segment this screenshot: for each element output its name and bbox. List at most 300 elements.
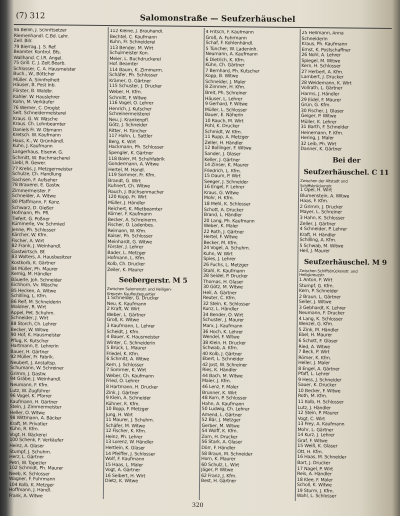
directory-entry: Ott, H. Kfm. [297, 449, 323, 456]
directory-entry: Neeb, K. Schlosser [9, 471, 50, 478]
section-note: Zwischen Schiffsbrückenstr. und [299, 267, 358, 274]
directory-entry: Zeiler, K. Maurer [107, 267, 144, 273]
directory-entry: Schilling, L. Kfm. [10, 294, 48, 300]
directory-entry: Römer, K. Kfm. [298, 355, 332, 361]
directory-entry: Körner, F. Kaufmann [107, 212, 152, 218]
directory-entry: Gondermann, A. Witwe [108, 162, 159, 168]
directory-entry: Pfaff, L. Lehrer [298, 372, 330, 378]
directory-entry: Waldner, R. Wirt [10, 305, 47, 311]
directory-entry: Herz, L. Gärtner [9, 455, 45, 461]
directory-entry: 31 Barth, F. Schneider [300, 125, 349, 131]
directory-entry: Bader, L. Metzger [107, 250, 146, 257]
directory-entry: 16 Seibert, H. Wirt [105, 473, 146, 480]
directory-entry: 50 Ludwig, Ch. Lehrer [201, 407, 250, 413]
directory-entry: Blumenstein, A. Witwe [300, 193, 350, 200]
directory-entry: 13 Frey, A. Kaufmann [297, 422, 345, 428]
directory-entry: 10 Bopp, F. Metzger [105, 407, 149, 413]
directory-entry: 75 Grill. C. J. Zeit.Bearb. [13, 61, 66, 67]
directory-entry: 77 Krebs, J. Metzgermeister [12, 166, 73, 173]
directory-entry: 102 Schmidt, Ph. Maurer [9, 466, 64, 472]
directory-entry: 8 Zimmer, H. Kfm. [205, 85, 246, 91]
directory-entry: Schaf, F. Kohlenhändl. [205, 41, 254, 47]
directory-entry: 100 Schenk, F. Verkäufer [9, 438, 64, 445]
directory-entry: Schneider, A. Witwe [11, 194, 56, 200]
directory-entry: 12 Fischer, K. Kfm. [105, 429, 147, 435]
section-note: Kreuzstr. Kaufleutequartier [106, 290, 156, 297]
directory-entry: 1 Schneider, G. Drucker [106, 296, 159, 302]
directory-entry: 42 Jost, W. Schreiner [202, 362, 248, 369]
directory-entry: 115 Schuster, J. Drucker [109, 84, 162, 91]
directory-entry: Beamter. Kontrol. Bfs. [13, 50, 61, 56]
directory-page [9, 8, 394, 512]
directory-entry: Heinz, A. Glaser [9, 443, 45, 450]
directory-entry: 56 Stark, A. Glaser [201, 440, 243, 446]
directory-entry: Häuser, B. Post Inb. [13, 83, 56, 89]
directory-entry: 4 Bauer, K. Hausmeister [106, 335, 160, 341]
directory-entry: Schneider, J. Wirt [10, 316, 49, 322]
directory-entry: Müller, K. Lehrer [300, 119, 337, 126]
directory-entry: 7 Beck, P. Wirt [298, 350, 330, 356]
directory-entry: Reimann, W. Kfm. [107, 228, 147, 235]
directory-entry: Kühn, R. Kfm. [9, 427, 39, 433]
directory-entry: Kuhn, Fr. Schneiderei [109, 40, 156, 46]
directory-entry: Dörr, F. Händler [201, 446, 236, 452]
directory-entry: Bauer, E. Näherin [204, 113, 244, 119]
directory-entry: 2 Grimm, J. Drucker [299, 204, 343, 211]
directory-entry: 98 Wittmann, A. Bäcker [9, 416, 62, 422]
directory-entry: 118 Baier, M. Schuhfabrik [108, 156, 165, 163]
directory-entry: Sander, J. Glaser [204, 152, 241, 158]
directory-entry: 3 Hahn, K. Schlosser [299, 215, 345, 222]
directory-entry: 62 Franz, J. Kfm. [201, 473, 237, 480]
directory-entry: Vogt, C. Wirt [297, 416, 325, 422]
directory-entry: Vogt, A. Gärtner [105, 468, 141, 474]
directory-entry: 12 Stein, P. Maurer [297, 411, 339, 417]
directory-entry: Kolb, Ch. Drucker [107, 261, 146, 268]
directory-entry: Schlosser, C. A. Hausmeister [13, 66, 76, 73]
directory-entry: Neu, K. Kaufmann [106, 301, 147, 308]
directory-entry: 15 Weiß, K. Glaser [297, 444, 338, 450]
directory-entry: 96 Vogel, K. Pfarrer [9, 394, 52, 400]
directory-entry: Wendel, F. Witwe [202, 335, 240, 341]
directory-entry: Schmitt, F. Witwe [109, 95, 147, 101]
directory-entry: Lutz, J. Händler [297, 405, 331, 411]
directory-entry: Ernst, K. Postschaffner [301, 47, 351, 54]
directory-entry: 7 Bernhard, Ph. Kutscher [205, 68, 260, 75]
directory-entry: Kümmerle, Vw. Schmied [11, 222, 65, 228]
directory-entry: Pflug, K. Kutscher [10, 338, 49, 345]
directory-entry: 28 Weidemann, K. Wirt [301, 80, 352, 87]
directory-entry: 3 Gebhardt, K. Lehrer [298, 305, 346, 312]
directory-entry: Neumann, F. Kfm. [10, 382, 49, 389]
directory-entry: 26 Nohl, A. Lehrer [301, 53, 341, 59]
directory-entry: Groß, A. Fuhrmann [205, 35, 247, 41]
directory-entry: Kern, P. Schneider [299, 289, 339, 295]
directory-entry: 5 Zink, M. Händler [298, 327, 339, 334]
directory-entry: Stein, J. Zimmermeister [9, 405, 62, 411]
directory-entry: Dietz, K. Witwe [105, 479, 139, 485]
directory-entry: Kraft, M. Privatier [9, 421, 48, 428]
directory-entry: 117 Hahn, L. Sattler [108, 134, 153, 140]
section-heading: Seufzerhäuschel. M 9 [303, 256, 387, 267]
directory-entry: Neu, J. Krankenpfl. [108, 117, 150, 124]
directory-entry: 27 Herbert, A. Kfm. [301, 69, 344, 76]
directory-entry: 36 Hoch, K. Lehrer [202, 329, 244, 335]
directory-entry: Zell. Bilr. [13, 39, 33, 45]
column-3 [201, 30, 298, 501]
directory-entry: 5 Tüncher, W. Ladeninh. [205, 46, 258, 53]
directory-entry: 12 Bollinger, F. Witwe [204, 146, 252, 152]
directory-entry: Graf, F. Witwe [297, 438, 328, 445]
directory-entry: Gastwirtsch. Bf. [11, 249, 46, 256]
directory-entry: 30 Götz, M. Witwe [203, 285, 243, 291]
directory-entry: 58 Braun, M. Schneider [201, 451, 253, 458]
directory-entry: Kaiser, Ph. Schlosser [107, 234, 153, 240]
directory-entry: 4 Schneider, P. Lehrer [299, 227, 348, 233]
directory-entry: Seiler, J. Witwe [298, 300, 332, 306]
directory-entry: Müller, J. Händler [107, 200, 146, 207]
directory-entry: Fried, O. Lehrer [106, 379, 140, 385]
directory-entry: 16 Haas, M. Schneider [297, 455, 347, 461]
directory-entry: Kohn, M. Verkäufer [12, 100, 55, 106]
directory-entry: 52 Bär, J. Metzger [201, 418, 241, 424]
directory-entry: Becker, M. Kfm. [203, 240, 238, 247]
directory-entry: Reis, A. Händler [297, 472, 332, 478]
directory-entry: Ritter, H. Tüncher [108, 128, 147, 135]
directory-entry: Heinz, Ph. Lehrer [105, 434, 143, 441]
directory-entry: 9a Bellin, J. Schriftsetzer [13, 27, 67, 34]
directory-entry: Hahn, A. Kaufmann [201, 401, 245, 408]
directory-entry: 2 Braun, L. Gärtner [298, 294, 341, 301]
directory-entry: 46 Lenz, F. Maler [202, 384, 239, 391]
directory-entry: 14 Pfeiffer, J. Schlosser [105, 451, 156, 458]
directory-entry: Langerhaus, Eisenw. G. [12, 150, 64, 156]
directory-entry: 26 Fuchs, L. Metzger [203, 262, 249, 269]
directory-entry: Maier, J. Kfm. [202, 379, 231, 385]
directory-entry: Schwab, A. Kfm. [202, 346, 238, 352]
directory-entry: 30 Fischer, J. Glaser [300, 108, 344, 115]
directory-entry: 84 Müller, Ph. Maurer [11, 266, 58, 272]
directory-entry: Mohr, L. Gärtner [297, 427, 334, 434]
directory-entry: Hackmann, Ph. Schlosser [108, 145, 164, 152]
directory-entry: Kahler. W. Hauslehrer [13, 94, 60, 101]
directory-entry: Neumann, A. Kaufmann [205, 52, 258, 58]
directory-entry: Reichert, K. Mietbeamter [107, 206, 163, 213]
directory-entry: Vollrath, L. Gärtner [301, 86, 343, 92]
directory-entry: 10 Becker, F. Witwe [297, 388, 341, 395]
directory-entry: 92 Müller, Fr. Fabrik. [10, 355, 55, 361]
directory-entry: Breit, Ph. Schreiner [205, 91, 247, 97]
directory-entry: Fischer, A. Wirt [11, 238, 45, 245]
directory-entry: Wolf, F. Kaufmann [105, 457, 145, 463]
directory-entry: Jäger, P. Witwe [201, 468, 234, 474]
section-note: Zwischen Salomonstr. und Heiligen- [107, 286, 172, 292]
directory-entry: Stumpf, J. Schuhm. [9, 449, 52, 455]
directory-entry: Mohr, H. Kfm. [203, 196, 234, 202]
directory-entry: Götz, J. Schneider [108, 123, 148, 129]
directory-entry: 11 Maurer, J. Schuhm. [105, 418, 154, 424]
directory-entry: 80 Pfaffmann, F. Kanz. [11, 199, 61, 206]
directory-entry: Kopp, B. Witwe [205, 74, 239, 80]
directory-entry: Kuhnert, Ch. Witwe [108, 184, 151, 190]
directory-entry: 14 Kurz, J. Lehrer [297, 433, 335, 439]
section-heading: Bei der [332, 155, 361, 165]
directory-entry: Thomas, H. Glaser [203, 279, 244, 286]
directory-entry: Amend, L. Gärtner [201, 412, 243, 419]
directory-entry: 25 Hellmann, Anna [301, 31, 344, 37]
directory-entry: Marx, J. Kaufmann [202, 323, 243, 330]
directory-entry: Heller, O. Witwe [9, 410, 45, 417]
directory-entry: Grimm, J. Gastw. [10, 371, 47, 378]
directory-entry: 10 Rauch, M. Wirt [204, 118, 244, 125]
directory-entry: 1 Anton, F. Wirt [299, 277, 333, 284]
directory-entry: Schmitt, W. Buchmacherei [12, 155, 70, 162]
directory-entry: 48 Korn, P. Schlosser [201, 396, 247, 402]
directory-entry: 78 Brauerei, E. Gastw. [12, 183, 61, 189]
directory-entry: Grün, G. Kfm. [300, 103, 331, 109]
directory-entry: Kühn, Ch. Gärtner [205, 63, 245, 69]
directory-entry: 79 Bierrag. J. S. Ref. [13, 44, 57, 51]
directory-entry: Lambert, J. Drucker [301, 75, 344, 81]
directory-entry: Jenne, Ph. Schlosser [11, 227, 56, 234]
directory-entry: 8 Hartmann, H. Drucker [106, 384, 159, 391]
column-2 [105, 29, 202, 500]
directory-entry: Wahl, L. Schlosser [296, 494, 337, 500]
directory-entry: Kaufmann, H. Gärtner [9, 399, 58, 406]
directory-entry: Vogt, H. Bäckerei [9, 432, 47, 439]
directory-entry: Neumann, F. Drucker [298, 311, 345, 317]
directory-entry: Weber, H. Kfm. [109, 90, 142, 96]
directory-entry: Hofmann, Ph. Pfl. [11, 211, 50, 217]
directory-entry: 8 Engel, A. Gärtner [298, 366, 340, 373]
section-note: Zwischen der Altstadt und [300, 178, 348, 184]
directory-entry: Bäuerle, Joh. Schneider [11, 277, 62, 284]
directory-entry: Kunz, L. Händler [202, 307, 239, 313]
directory-entry: 29 Eidel, F. Maurer [301, 97, 342, 103]
directory-entry: Förster, B. Waldbr. [13, 89, 54, 95]
directory-entry: 22 Roth, J. Gärtner [203, 229, 245, 236]
directory-entry: 6 Schmitt, A. Witwe [106, 357, 150, 363]
directory-entry: Kärcher, W. Kfm. [11, 233, 48, 239]
directory-entry: 83 Wolters, A. Hausbesitzer [11, 255, 72, 262]
directory-entry: Ebert, L. Schneider [202, 357, 244, 363]
directory-entry: Schott, A. Drucker [203, 207, 244, 213]
directory-entry: Daniels Fr. W. Obmann [12, 127, 62, 134]
directory-entry: Ebel, H. Maurer [298, 333, 333, 339]
directory-entry: Scheidt, J. Kfm. [106, 329, 140, 335]
directory-entry: 54 Wolff, K. Kfm. [201, 429, 238, 435]
directory-entry: Friedel, K. Kfm. [106, 351, 140, 358]
directory-entry: Scholl, K. Witwe [296, 483, 332, 489]
directory-entry: Petri, W. Tapezier [9, 460, 47, 467]
directory-entry: Appel, Pet. Schuhm. [10, 310, 55, 317]
section-note: Heiligkreuzstr. [299, 272, 325, 278]
directory-entry: 4 Fritsch, F. Kaufmann [205, 30, 254, 36]
directory-entry: Heil, A. Gärtner [202, 290, 237, 297]
directory-entry: 6 Dietrich, K. Kfm. [205, 57, 246, 64]
directory-entry: 9 Gerhard, F. Witwe [204, 102, 248, 108]
directory-entry: Sauer, K. Drucker [298, 383, 337, 389]
directory-entry: Weber, K. Maler [203, 224, 239, 230]
directory-entry: 88 Storch, Ch. Lehrer [10, 321, 57, 328]
directory-entry: 24 Vogel, A. Schuhm. [203, 246, 250, 252]
directory-entry: Schäfer, Ph. Schlosser [109, 73, 158, 79]
directory-entry: Heller, J. Maler [298, 361, 330, 367]
directory-entry: 18 Mehl, K. Schlosser [203, 201, 251, 208]
directory-entry: Hertel, F. Witwe [203, 235, 238, 241]
section-note: Schiffsbrückenstr. [300, 182, 333, 188]
directory-entry: Pohl, K. Drucker [204, 124, 240, 130]
directory-entry: Krämer, G. Gärtner [109, 78, 152, 85]
directory-entry: Weber, L. Gärtner [106, 312, 146, 319]
directory-entry: Groß, K. Witwe [106, 318, 140, 324]
directory-entry: 116 Vogel, O. Lehrer [108, 101, 154, 107]
directory-entry: Frank, A. Witwe [8, 493, 43, 499]
directory-entry: Müller, L. Schlosser [204, 107, 247, 114]
directory-entry: 82 Frank, J. Weinhandl. [11, 244, 62, 250]
directory-entry: 104 Kolb, K. Metzger [8, 482, 55, 489]
directory-entry: Häuser, L. Lehrer [205, 96, 243, 102]
directory-entry: Becker, A. Schreinerm. [107, 217, 158, 224]
directory-entry: 1 Opel, H. Wirt [300, 188, 332, 194]
directory-entry: Hering, J. Maler [300, 136, 334, 142]
directory-entry: Schreinermeisterei [108, 112, 150, 118]
directory-entry: 19 Sturm, J. Kfm. [296, 488, 334, 495]
page-number: (7) 312 [15, 11, 46, 21]
directory-entry: Berg, K. Wirt [108, 139, 136, 146]
directory-entry: Keller, J. Gärtner [204, 157, 241, 163]
section-heading: Seufzerhäuschel. C 11 [303, 167, 390, 177]
directory-entry: Kernig, M. Händler [11, 272, 52, 278]
directory-entry: Kuhn, W. Wirt [203, 251, 233, 258]
directory-entry: Brandt, G. Wirt [108, 178, 141, 185]
directory-entry: Buch., W., Böttcher [13, 72, 55, 78]
directory-entry: Gerber, M. Witwe [201, 423, 240, 430]
directory-entry: 76 Werner, C. Drogist [12, 105, 60, 112]
directory-entry: 18 Klee, F. Maler [297, 477, 333, 484]
directory-entry: Schmidt, W. Kfm. [204, 129, 242, 136]
directory-entry: Förster, J. Lehrer [107, 245, 144, 251]
directory-entry: Kraus. Ch. Lohnbeamter [12, 122, 66, 128]
directory-entry: Riemenhandl. C.Bd. Lehr. [13, 33, 69, 40]
directory-entry: 4 Lang, K. Schlosser [298, 316, 343, 323]
directory-entry: Müller. A. Sinnfreiheit [13, 77, 60, 84]
directory-entry: 32 Stein, K. Schlosser [202, 301, 251, 308]
directory-entry: Schulmeister Kon. [109, 51, 149, 57]
directory-entry: Reuter, C. Kfm. [202, 296, 236, 302]
directory-entry: Roth, M. Kfm. [297, 394, 328, 400]
directory-entry: Schäfer, M. Witwe [105, 423, 145, 430]
directory-entry: Harms, J. Händler [301, 92, 340, 98]
directory-entry: Zimmermeister. F [12, 188, 51, 195]
directory-entry: Kraus. G. W. Wäsche [12, 116, 58, 123]
directory-entry: Kraus, G. Witwe [204, 190, 239, 197]
directory-entry: Kostkorb, K. Gärtner [11, 260, 56, 267]
directory-entry: Schulze, Ch. Handlung [12, 172, 62, 178]
street-heading: Salomonstraße — Seufzerhäuschel [139, 12, 296, 24]
directory-entry: Ries, K. Händler [202, 368, 237, 374]
directory-entry: Schneiderin [301, 36, 328, 42]
directory-entry: Lutz, W. Zugführer [9, 388, 51, 394]
directory-entry: Friedrich, L. Kfm. [204, 168, 241, 175]
directory-entry: 28 Seidel, P. Drucker [203, 274, 248, 280]
directory-entry: 2 Kraft, W. Wirt [106, 307, 140, 313]
page-header [14, 8, 392, 29]
directory-entry: Neubert, J. Anstaltsp. [10, 360, 57, 367]
directory-entry: 9 Hess, J. Schneider [298, 377, 342, 384]
directory-entry: Kraft, H. Händler [299, 232, 336, 238]
directory-entry: Selt. Schneidermeisterei [12, 111, 67, 117]
directory-entry: Tiefert. G. Poßner [11, 216, 50, 222]
directory-entry: Hof. Beamter [109, 62, 139, 68]
directory-entry: Heinemann, F. Kfm. [300, 130, 344, 137]
directory-entry: 114 Baum, K. Zimmerm. [109, 67, 164, 74]
directory-entry: 3 Kaufmann, L. Lehrer [106, 323, 155, 330]
page-footer: 320 [192, 501, 204, 510]
directory-entry: Spengler, K. Gärtner [108, 151, 154, 157]
directory-entry: Bart, J. Drucker [297, 461, 331, 467]
directory-entry: Fischer, O. Ladenbes. [107, 223, 155, 229]
directory-entry: Brunner, K. Wirt [201, 390, 237, 396]
directory-entry: Zeller, J. Gärtner [299, 221, 336, 227]
directory-entry: 9 Klein, A. Schneider [105, 396, 151, 402]
directory-entry: 17 Nagel, P. Wirt [297, 466, 334, 472]
directory-entry: Becker, W. Witwe [10, 327, 49, 333]
directory-entry: 85 Hecken, A. Witwe [11, 288, 57, 295]
directory-entry: Ried, A. Witwe [298, 344, 330, 350]
directory-entry: Bechtel, C. Kaufmann [109, 34, 157, 41]
directory-entry: 15 Haas, L. Maler [105, 462, 144, 469]
directory-entry: Kraus, Ph. Kaufmann [301, 42, 348, 48]
directory-entry: Rauch, J. Büchsenmacher [108, 189, 164, 196]
directory-entry: Kern, H. Schlosser [301, 64, 341, 70]
directory-entry: 13 Lorenz, W. Händler [105, 440, 154, 446]
directory-entry: 5 Schwab, M. Witwe [299, 243, 344, 250]
directory-entry: 11 Rupp, A. Metzger [204, 135, 249, 141]
directory-entry: 44 Bach, M. Witwe [202, 373, 243, 380]
directory-entry: Hofmann, L. Kfm. [107, 256, 146, 262]
directory-entry: Kühner, K. Kfm. [105, 401, 140, 407]
directory-entry: Geiger, P. Witwe [300, 114, 337, 120]
directory-entry: Heil, J. Maurer [299, 249, 330, 255]
directory-entry: Wallhand. C.l.R. Angel. [13, 55, 63, 62]
directory-entry: Kern, J. Schlosser [106, 362, 144, 369]
directory-entry: 119 Sommer, Fr. Kfm. [108, 173, 156, 179]
directory-entry: Horn, K. Maurer [201, 457, 236, 463]
directory-entry: Best, H. Gärtner [201, 479, 237, 485]
directory-entry: Haus, K., W. Grünhändl. [12, 138, 65, 145]
directory-entry: 120 Kopp, Fr. Wirt [107, 195, 147, 201]
directory-entry: Danner, K. Gärtner [300, 147, 342, 153]
directory-entry: Jung, H. Wirt [105, 412, 133, 419]
directory-entry: 32 Leib, Ph. Wirt [300, 141, 337, 148]
directory-entry: Zeller, H. Händler [204, 140, 243, 147]
directory-entry: 90 Hof, K. Hausmeister [10, 333, 61, 339]
directory-entry: Kretsch. W. Kaufmann [12, 133, 61, 139]
column-1 [9, 28, 106, 499]
directory-entry: Bauer, H. Gärtner [10, 349, 49, 356]
directory-entry: 40 Kolb, J. Gärtner [202, 351, 243, 358]
directory-entry: Hoffmann, J. Handl. [8, 488, 52, 494]
section-heading: Seebergerstr. M 5 [118, 275, 188, 285]
directory-entry: 94 Gräbe, J. Weinhandl. [10, 377, 62, 383]
directory-entry: 38 Klein, H. Drucker [202, 340, 246, 347]
column-4 [297, 31, 394, 502]
directory-entry: Henrich, J. Kutscher [108, 106, 152, 113]
directory-entry: 11 Kolb, H. Schlosser [297, 399, 344, 406]
directory-entry: Wenzel, G. Kfm. [298, 322, 334, 328]
directory-entry: Stumpf, G. Kfm. [299, 283, 334, 289]
